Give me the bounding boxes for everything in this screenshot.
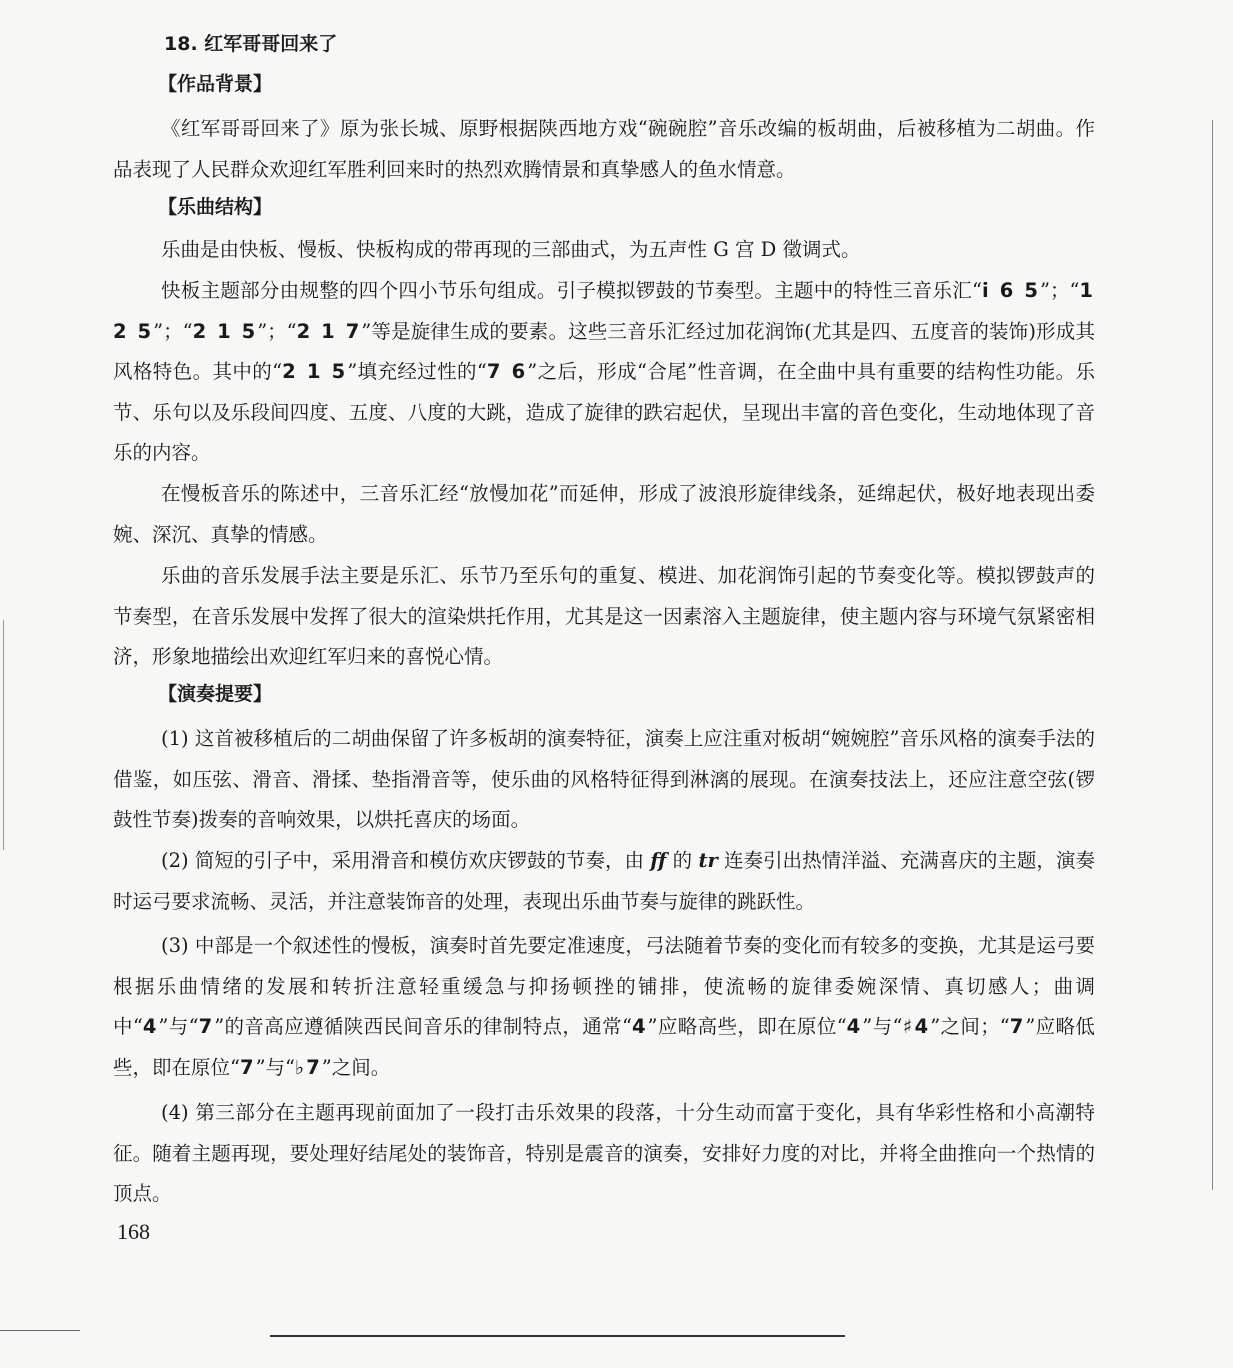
- page-number: 168: [117, 1219, 150, 1244]
- notation-motif-2: 1 2 5: [113, 279, 1095, 343]
- paragraph-background: 《红军哥哥回来了》原为张长城、原野根据陕西地方戏“碗碗腔”音乐改编的板胡曲，后被移植为二胡曲。作品表现了人民群众欢迎红军胜利回来时的热烈欢腾情景和真挚感人的鱼水情意。: [113, 117, 1095, 181]
- scan-left-edge-line: [3, 620, 4, 850]
- performance-item-4: (4) 第三部分在主题再现前面加了一段打击乐效果的段落，十分生动而富于变化，具有华彩性格和小高潮特征。随着主题再现，要处理好结尾处的装饰音，特别是震音的演奏，安排好力度的对比，并将全曲推向一个热情的顶点。: [113, 1101, 1095, 1205]
- paragraph-structure-theme: 快板主题部分由规整的四个四小节乐句组成。引子模拟锣鼓的节奏型。主题中的特性三音乐汇“i 6 5”；“1 2 5”；“2 1 5”；“2 1 7”等是旋律生成的要素。这些三音乐汇经过加花润饰(尤其是四、五度音的装饰)形成其风格特色。其中的“2 1 5”填充经过性的“7 6”之后，形成“合尾”性音调，在全曲中具有重要的结构性功能。乐节、乐句以及乐段间四度、五度、八度的大跳，造成了旋律的跌宕起伏，呈现出丰富的音色变化，生动地体现了音乐的内容。: [113, 279, 1095, 464]
- trill-mark: tr: [698, 849, 718, 872]
- heading-background: 【作品背景】: [158, 73, 273, 95]
- scan-right-edge-line: [1212, 120, 1213, 1190]
- heading-performance: 【演奏提要】: [158, 683, 273, 705]
- paragraph-structure-form: 乐曲是由快板、慢板、快板构成的带再现的三部曲式，为五声性 G 宫 D 徵调式。: [161, 238, 861, 261]
- notation-motif-3: 2 1 5: [192, 319, 258, 343]
- paragraph-structure-development: 乐曲的音乐发展手法主要是乐汇、乐节乃至乐句的重复、模进、加花润饰引起的节奏变化等。模拟锣鼓声的节奏型，在音乐发展中发挥了很大的渲染烘托作用，尤其是这一因素溶入主题旋律，使主题内容与环境气氛紧密相济，形象地描绘出欢迎红军归来的喜悦心情。: [113, 564, 1095, 668]
- notation-flat-7: ♭7: [295, 1055, 322, 1079]
- piece-title: 18. 红军哥哥回来了: [164, 33, 338, 55]
- dynamic-ff: ff: [650, 849, 667, 872]
- notation-motif-4: 2 1 7: [296, 319, 362, 343]
- notation-motif-1: i 6 5: [982, 279, 1040, 302]
- paragraph-structure-slow: 在慢板音乐的陈述中，三音乐汇经“放慢加花”而延伸，形成了波浪形旋律线条，延绵起伏，极好地表现出委婉、深沉、真挚的情感。: [113, 482, 1095, 546]
- scan-bottom-left-mark: [0, 1330, 80, 1331]
- performance-item-1: (1) 这首被移植后的二胡曲保留了许多板胡的演奏特征，演奏上应注重对板胡“婉婉腔”音乐风格的演奏手法的借鉴，如压弦、滑音、滑揉、垫指滑音等，使乐曲的风格特征得到淋漓的展现。在演奏技法上，还应注意空弦(锣鼓性节奏)拨奏的音响效果，以烘托喜庆的场面。: [113, 727, 1095, 831]
- notation-motif-5: 2 1 5: [282, 360, 348, 383]
- performance-item-3: (3) 中部是一个叙述性的慢板，演奏时首先要定准速度，弓法随着节奏的变化而有较多的变换，尤其是运弓要根据乐曲情绪的发展和转折注意轻重缓急与抑扬顿挫的铺排，使流畅的旋律委婉深情、真切感人；曲调中“4”与“7”的音高应遵循陕西民间音乐的律制特点，通常“4”应略高些，即在原位“4”与“♯4”之间；“7”应略低些，即在原位“7”与“♭7”之间。: [113, 934, 1095, 1079]
- performance-item-2: (2) 简短的引子中，采用滑音和模仿欢庆锣鼓的节奏，由 ff 的 tr 连奏引出热情洋溢、充满喜庆的主题，演奏时运弓要求流畅、灵活，并注意装饰音的处理，表现出乐曲节奏与旋律的跳跃性。: [113, 849, 1095, 913]
- notation-motif-6: 7 6: [486, 360, 528, 383]
- heading-structure: 【乐曲结构】: [158, 196, 273, 218]
- scan-bottom-rule: [270, 1335, 845, 1337]
- notation-sharp-4: ♯4: [902, 1015, 931, 1038]
